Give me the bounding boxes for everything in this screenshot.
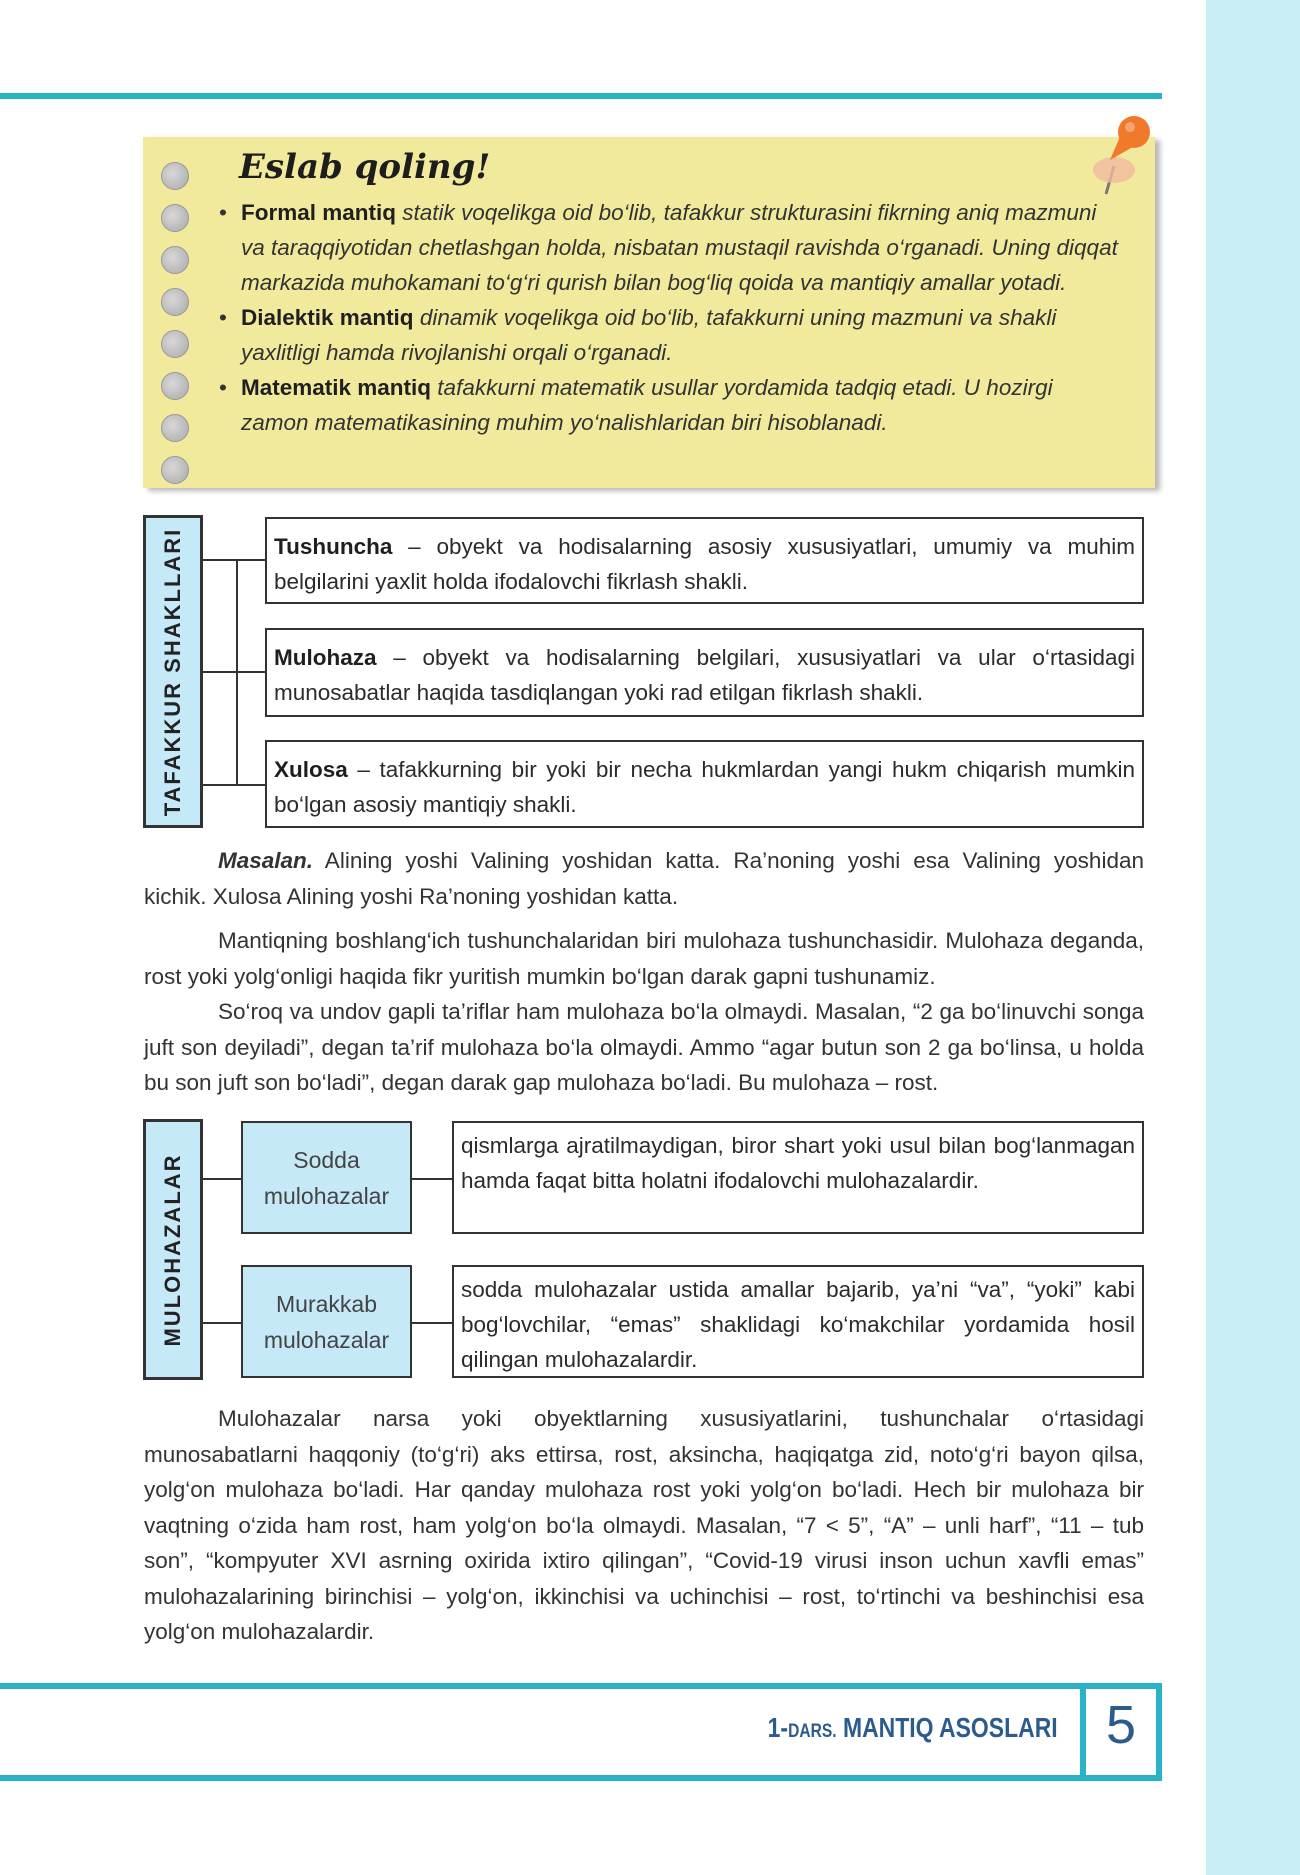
complex-judgments-definition: sodda mulohazalar ustida amallar bajarib, ya’ni “va”, “yoki” kabi bog‘lovchilar, “emas” shaklidagi ko‘makchilar yordamida hosil qilingan mulohazalardir. (452, 1265, 1144, 1378)
body-paragraph-final: Mulohazalar narsa yoki obyektlarning xususiyatlarini, tushunchalar o‘rtasidagi munosabatlarni haqqoniy (to‘g‘ri) aks ettirsa, rost, aksincha, haqiqatga zid, noto‘g‘ri bayon qilsa, yolg‘on mulohaza bo‘ladi. Har qanday mulohaza rost yoki yolg‘on bo‘ladi. Hech bir mulohaza bir vaqtning o‘zida ham rost, ham yolg‘on bo‘la olmaydi. Masalan, “7 < 5”, “A” – unli harf”, “11 – tub son”, “kompyuter XVI asrning oxirida ixtiro qilingan”, “Covid-19 virusi inson uchun xavfli emas” mulohazalarining birinchisi – yolg‘on, ikkinchisi va uchinchisi – rost, to‘rtinchi va beshinchisi esa yolg‘on mulohazalardir. (144, 1406, 1144, 1644)
judgments-label: MULOHAZALAR (143, 1119, 203, 1380)
binder-hole (161, 414, 189, 442)
push-pin-icon (1092, 114, 1156, 198)
footer-divider (1156, 1683, 1162, 1781)
definition-term: Tushuncha (274, 534, 393, 559)
definition-box-judgment (265, 628, 1144, 717)
definition-box-conclusion (265, 740, 1144, 828)
definition-text: – obyekt va hodisalarning belgilari, xususiyatlari va ular o‘rtasidagi munosabatlar haqida tasdiqlangan yoki rad etilgan fikrlash shakli. (274, 645, 1135, 705)
example-lead: Masalan. (218, 848, 314, 873)
definition-text: – obyekt va hodisalarning asosiy xususiyatlari, umumiy va muhim belgilarini yaxlit holda ifodalovchi fikrlash shakli. (274, 534, 1135, 594)
binder-hole (161, 330, 189, 358)
note-term: Matematik mantiq (241, 375, 432, 400)
binder-hole (161, 204, 189, 232)
side-color-strip (1206, 0, 1300, 1875)
note-title: Eslab qoling! (239, 147, 491, 187)
remember-note (143, 137, 1155, 488)
note-text: dinamik voqelikga oid bo‘lib, tafakkurni uning mazmuni va shakli yaxlitligi hamda rivojlanishi orqali o‘rganadi. (241, 305, 1057, 365)
body-paragraph: So‘roq va undov gapli ta’riflar ham mulohaza bo‘la olmaydi. Masalan, “2 ga bo‘linuvchi songa juft son deyiladi”, degan ta’rif mulohaza bo‘la olmaydi. Ammo “agar butun son 2 ga bo‘linsa, u holda bu son juft son bo‘ladi”, degan darak gap mulohaza bo‘ladi. Bu mulohaza – rost. (144, 999, 1144, 1095)
top-rule (0, 93, 1162, 99)
page-number: 5 (1105, 1695, 1137, 1755)
footer-rule (0, 1683, 1162, 1689)
lesson-title: 1-DARS. MANTIQ ASOSLARI (768, 1712, 1058, 1743)
definition-box-concept (265, 517, 1144, 604)
binder-hole (161, 162, 189, 190)
definition-term: Mulohaza (274, 645, 377, 670)
binder-hole (161, 288, 189, 316)
complex-judgments-box: Murakkab mulohazalar (241, 1265, 412, 1378)
connector-line (203, 1178, 241, 1180)
connector-line (203, 559, 265, 561)
simple-judgments-box: Sodda mulohazalar (241, 1121, 412, 1234)
example-paragraph: Masalan. Alining yoshi Valining yoshidan katta. Ra’noning yoshi esa Valining yoshidan kichik. Xulosa Alining yoshi Ra’noning yoshidan katta. (144, 848, 1144, 909)
binder-hole (161, 372, 189, 400)
note-item (215, 300, 1125, 370)
note-item (215, 370, 1125, 440)
connector-line (412, 1178, 452, 1180)
note-text: statik voqelikga oid bo‘lib, tafakkur strukturasini fikrning aniq mazmuni va taraqqiyotidan chetlashgan holda, nisbatan mustaqil ravishda o‘rganadi. Uning diqqat markazida muhokamani to‘g‘ri qurish bilan bog‘liq qoida va mantiqiy amallar yotadi. (241, 200, 1118, 295)
connector-line (412, 1322, 452, 1324)
note-text: tafakkurni matematik usullar yordamida tadqiq etadi. U hozirgi zamon matematikasining muhim yo‘nalishlaridan biri hisoblanadi. (241, 375, 1053, 435)
binder-hole (161, 246, 189, 274)
connector-line (203, 671, 265, 673)
note-term: Dialektik mantiq (241, 305, 414, 330)
definition-term: Xulosa (274, 757, 348, 782)
connector-line (203, 784, 265, 786)
connector-line (203, 1322, 241, 1324)
note-term: Formal mantiq (241, 200, 397, 225)
note-item (215, 195, 1125, 300)
simple-judgments-definition: qismlarga ajratilmaydigan, biror shart yoki usul bilan bog‘lanmagan hamda faqat bitta holatni ifodalovchi mulohazalardir. (452, 1121, 1144, 1234)
body-paragraph: Mantiqning boshlang‘ich tushunchalaridan biri mulohaza tushunchasidir. Mulohaza deganda, rost yoki yolg‘onligi haqida fikr yuritish mumkin bo‘lgan darak gapni tushunamiz. (144, 928, 1144, 989)
note-list (215, 195, 1125, 440)
definition-text: – tafakkurning bir yoki bir necha hukmlardan yangi hukm chiqarish mumkin bo‘lgan asosiy mantiqiy shakli. (274, 757, 1135, 817)
footer-rule (0, 1775, 1162, 1781)
binder-hole (161, 456, 189, 484)
thinking-forms-label: TAFAKKUR SHAKLLARI (143, 515, 203, 828)
